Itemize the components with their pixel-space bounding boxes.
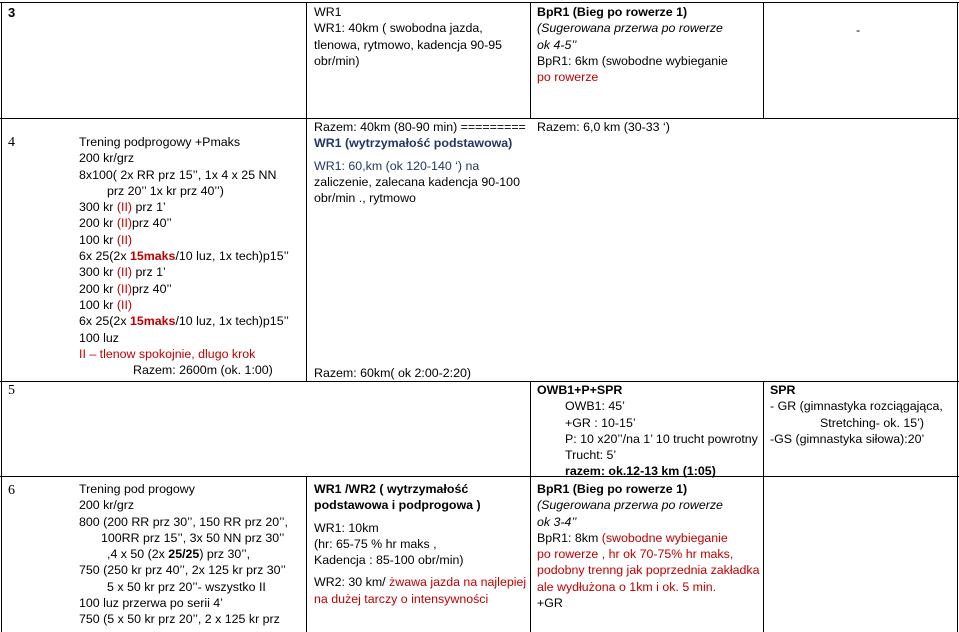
grid-line bbox=[1, 2, 2, 632]
row3-run-title: BpR1 (Bieg po rowerze 1) bbox=[537, 5, 688, 19]
row6-swim-title: Trening pod progowy bbox=[79, 482, 195, 496]
row-number: 6 bbox=[8, 483, 15, 498]
row4-swim-line: 300 kr (II) prz 1’ bbox=[79, 265, 166, 280]
row6-bike-cell bbox=[314, 481, 526, 607]
row5-run-line: Trucht: 5’ bbox=[565, 448, 617, 463]
row4-bike-title: WR1 (wytrzymałość podstawowa) bbox=[314, 136, 513, 151]
grid-line bbox=[306, 2, 307, 381]
row4-swim-line: 200 kr (II)prz 40’’ bbox=[79, 216, 172, 231]
row6-swim-line: 200 kr/grz bbox=[79, 498, 135, 513]
row4-swim-line: prz 20’’ 1x kr prz 40’’) bbox=[107, 183, 224, 198]
row4-swim-line: 8x100( 2x RR prz 15’’, 1x 4 x 25 NN bbox=[79, 167, 277, 182]
row6-bike-line: na dużej tarczy o intensywności bbox=[314, 591, 489, 606]
row3-run-cell bbox=[537, 4, 728, 85]
row5-run-cell bbox=[537, 382, 758, 480]
row6-swim-line: 750 (5 x 50 kr prz 20’’, 2 x 125 kr prz bbox=[79, 612, 280, 627]
row4-bike-razem: Razem: 40km (80-90 min) ========= bbox=[314, 120, 526, 134]
row5-extra-line: -GS (gimnastyka siłowa):20’ bbox=[770, 431, 925, 446]
row6-run-line: po rowerze , hr ok 70-75% hr maks, bbox=[537, 547, 734, 562]
row4-swim-line: 300 kr (II) prz 1’ bbox=[79, 200, 166, 215]
row5-extra-line: - GR (gimnastyka rozciągająca, bbox=[770, 399, 943, 414]
row6-run-line: podobny trenng jak poprzednia zakładka bbox=[537, 563, 760, 578]
row6-bike-line: (hr: 65-75 % hr maks , bbox=[314, 536, 437, 551]
row4-swim-line: 6x 25(2x 15maks/10 luz, 1x tech)p15’’ bbox=[79, 249, 289, 264]
row5-extra-title: SPR bbox=[770, 383, 796, 397]
row6-run-line: (Sugerowana przerwa po rowerze bbox=[537, 498, 723, 513]
grid-line bbox=[957, 2, 958, 632]
row-number: 3 bbox=[8, 5, 16, 20]
row5-extra-line: Stretching- ok. 15’) bbox=[820, 415, 924, 430]
row4-bike-line: obr/min ., rytmowo bbox=[314, 191, 416, 206]
row3-extra-cell: - bbox=[856, 23, 861, 37]
row3-run-line: BpR1: 6km (swobodne wybieganie bbox=[537, 53, 728, 68]
row5-run-line: OWB1: 45’ bbox=[565, 399, 625, 414]
row6-run-line: BpR1: 8km (swobodne wybieganie bbox=[537, 530, 728, 545]
row3-bike-line: WR1 bbox=[314, 5, 342, 19]
row6-run-line: ale wydłużona o 1km i ok. 5 min. bbox=[537, 579, 717, 594]
row3-run-line: ok 4-5’’ bbox=[537, 37, 577, 52]
row-number: 4 bbox=[8, 135, 15, 150]
row6-swim-line: 100 luz przerwa po serii 4’ bbox=[79, 596, 223, 611]
row3-bike-line: obr/min) bbox=[314, 53, 360, 68]
row4-bike-total: Razem: 60km( ok 2:00-2:20) bbox=[314, 366, 472, 380]
row6-run-line: ok 3-4’’ bbox=[537, 514, 577, 529]
row3-run-line: (Sugerowana przerwa po rowerze bbox=[537, 21, 723, 36]
grid-line bbox=[0, 476, 959, 477]
grid-line bbox=[763, 2, 764, 118]
row6-swim-line: 5 x 50 kr prz 20’’- wszystko II bbox=[107, 579, 266, 594]
row5-run-title: OWB1+P+SPR bbox=[537, 383, 623, 397]
row4-run-razem: Razem: 6,0 km (30-33 ‘) bbox=[537, 120, 670, 134]
grid-line bbox=[530, 2, 531, 118]
row6-bike-title: WR1 /WR2 ( wytrzymałość bbox=[314, 482, 469, 496]
row6-bike-line: WR1: 10km bbox=[314, 520, 379, 535]
row5-run-line: P: 10 x20’’/na 1’ 10 trucht powrotny bbox=[565, 431, 758, 446]
grid-line bbox=[0, 2, 959, 3]
row3-run-line: po rowerze bbox=[537, 70, 599, 85]
row4-swim-title: Trening podprogowy +Pmaks bbox=[79, 135, 241, 149]
row4-bike-line: WR1: 60,km (ok 120-140 ‘) na bbox=[314, 158, 480, 173]
row6-run-line: +GR bbox=[537, 596, 563, 611]
row4-swim-line: 100 luz bbox=[79, 330, 119, 345]
row4-swim-line: 6x 25(2x 15maks/10 luz, 1x tech)p15’’ bbox=[79, 314, 289, 329]
row6-swim-line: 100RR prz 15’’, 3x 50 NN prz 30’’ bbox=[101, 530, 285, 545]
grid-line bbox=[306, 476, 307, 632]
row4-bike-line: zaliczenie, zalecana kadencja 90-100 bbox=[314, 174, 520, 189]
row3-bike-cell bbox=[314, 4, 502, 69]
row5-run-line: +GR : 10-15’ bbox=[565, 415, 636, 430]
row-number: 5 bbox=[8, 383, 15, 398]
grid-line bbox=[530, 381, 531, 632]
row3-bike-line: tlenowa, rytmowo, kadencja 90-95 bbox=[314, 37, 503, 52]
row4-swim-total: Razem: 2600m (ok. 1:00) bbox=[133, 363, 273, 378]
row6-swim-cell bbox=[79, 481, 288, 628]
row4-swim-line: 200 kr/grz bbox=[79, 151, 135, 166]
row4-swim-cell bbox=[79, 134, 289, 378]
row6-swim-line: 800 (200 RR prz 30’’, 150 RR prz 20’’, bbox=[79, 514, 288, 529]
row4-swim-line: II – tlenow spokojnie, dlugo krok bbox=[79, 346, 256, 361]
row6-swim-line: ,4 x 50 (2x 25/25) prz 30’’, bbox=[107, 547, 251, 562]
row6-swim-line: 750 (250 kr prz 40’’, 2x 125 kr prz 30’’ bbox=[79, 563, 286, 578]
row4-bike-cell bbox=[314, 119, 526, 206]
row6-bike-line: WR2: 30 km/ żwawa jazda na najlepiej bbox=[314, 575, 527, 590]
row5-extra-cell bbox=[770, 382, 943, 447]
row4-swim-line: 200 kr (II)prz 40’’ bbox=[79, 281, 172, 296]
row3-bike-line: WR1: 40km ( swobodna jazda, bbox=[314, 21, 483, 36]
row6-bike-title: podstawowa i podprogowa ) bbox=[314, 498, 481, 513]
row6-run-cell bbox=[537, 481, 760, 611]
grid-line bbox=[763, 381, 764, 632]
row5-run-total: razem: ok.12-13 km (1:05) bbox=[565, 464, 716, 479]
row4-swim-line: 100 kr (II) bbox=[79, 232, 133, 247]
row6-bike-line: Kadencja : 85-100 obr/min) bbox=[314, 553, 464, 568]
row6-run-title: BpR1 (Bieg po rowerze 1) bbox=[537, 482, 688, 496]
row4-swim-line: 100 kr (II) bbox=[79, 297, 133, 312]
